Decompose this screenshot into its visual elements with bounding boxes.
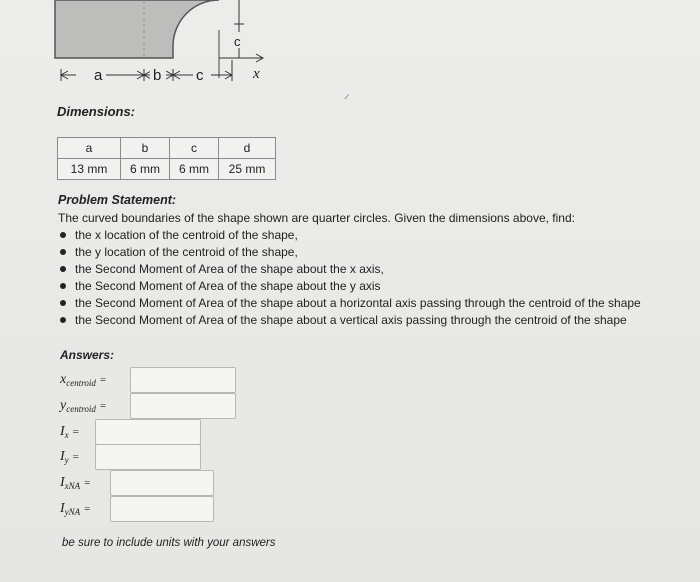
list-item: the x location of the centroid of the shape, bbox=[58, 227, 641, 244]
y-centroid-label: $y_{centroid}$ = bbox=[60, 398, 107, 414]
table-header-cell: b bbox=[121, 138, 170, 159]
label-c-bottom: c bbox=[196, 67, 204, 84]
x-centroid-input[interactable] bbox=[130, 367, 236, 393]
units-note: be sure to include units with your answers bbox=[62, 537, 276, 549]
y-centroid-row bbox=[60, 394, 106, 418]
table-cell: 13 mm bbox=[58, 159, 121, 180]
iy-input[interactable] bbox=[95, 444, 201, 470]
iyna-label: $I_{yNA}$ = bbox=[60, 501, 91, 517]
task-list bbox=[58, 227, 641, 329]
shape-figure bbox=[0, 0, 700, 100]
list-item: the Second Moment of Area of the shape about a vertical axis passing through the centroid of the shape bbox=[58, 312, 641, 329]
list-item: the Second Moment of Area of the shape about the y axis bbox=[58, 278, 641, 295]
problem-intro: The curved boundaries of the shape shown are quarter circles. Given the dimensions above, find: bbox=[58, 211, 575, 225]
label-x: x bbox=[253, 66, 260, 82]
ixna-row bbox=[60, 471, 90, 495]
iy-label: $I_y$ = bbox=[60, 449, 79, 465]
answers-title: Answers: bbox=[60, 348, 115, 362]
ix-input[interactable] bbox=[95, 419, 201, 445]
table-header-row bbox=[58, 138, 276, 159]
ix-row bbox=[60, 420, 79, 444]
table-row bbox=[58, 159, 276, 180]
label-b: b bbox=[153, 67, 162, 84]
list-item: the Second Moment of Area of the shape about the x axis, bbox=[58, 261, 641, 278]
table-cell: 6 mm bbox=[170, 159, 219, 180]
x-centroid-label: $x_{centroid}$ = bbox=[60, 372, 107, 388]
iyna-input[interactable] bbox=[110, 496, 214, 522]
iyna-row bbox=[60, 497, 90, 521]
table-cell: 25 mm bbox=[219, 159, 276, 180]
dimensions-table bbox=[57, 137, 276, 180]
list-item: the Second Moment of Area of the shape about a horizontal axis passing through the centroid of the shape bbox=[58, 295, 641, 312]
shape-body bbox=[55, 0, 219, 58]
label-c-right: c bbox=[234, 34, 241, 49]
iy-row bbox=[60, 445, 79, 469]
x-centroid-row bbox=[60, 368, 106, 392]
table-header-cell: a bbox=[58, 138, 121, 159]
table-cell: 6 mm bbox=[121, 159, 170, 180]
y-centroid-input[interactable] bbox=[130, 393, 236, 419]
list-item: the y location of the centroid of the shape, bbox=[58, 244, 641, 261]
label-a: a bbox=[94, 67, 103, 84]
ix-label: $I_x$ = bbox=[60, 424, 79, 440]
ixna-input[interactable] bbox=[110, 470, 214, 496]
table-header-cell: d bbox=[219, 138, 276, 159]
ixna-label: $I_{xNA}$ = bbox=[60, 475, 91, 491]
problem-title: Problem Statement: bbox=[58, 193, 177, 207]
table-header-cell: c bbox=[170, 138, 219, 159]
dimensions-title: Dimensions: bbox=[57, 104, 136, 119]
